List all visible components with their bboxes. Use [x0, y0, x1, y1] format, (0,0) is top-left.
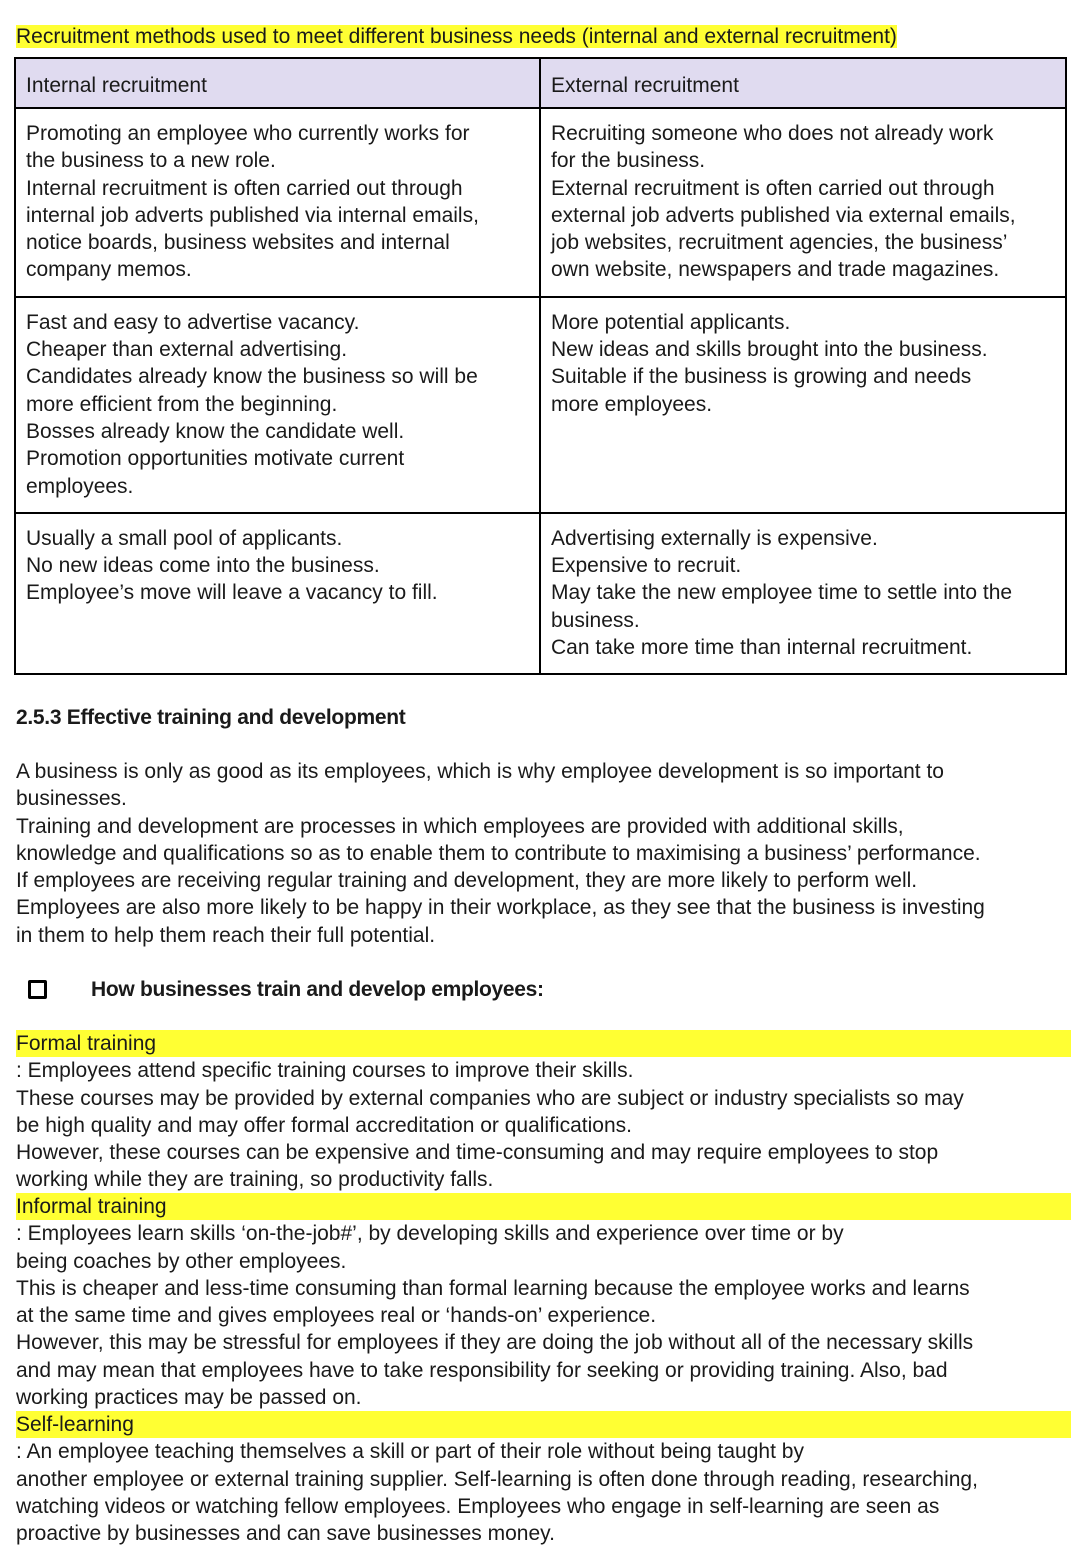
- informal-term: Informal training: [16, 1193, 1071, 1220]
- cell-line: Bosses already know the candidate well.: [26, 419, 405, 443]
- internal-cell: [15, 297, 540, 513]
- bullet-heading: How businesses train and develop employees:: [91, 978, 544, 1001]
- informal-training-paragraph: [16, 1193, 1071, 1411]
- cell-line: No new ideas come into the business.: [26, 554, 380, 578]
- formal-line: These courses may be provided by external companies who are subject or industry specialists so may: [16, 1086, 964, 1110]
- informal-first-line: [16, 1193, 1071, 1248]
- self-line: another employee or external training supplier. Self-learning is often done through reading, researching,: [16, 1467, 978, 1491]
- cell-line: Usually a small pool of applicants.: [26, 526, 343, 550]
- formal-first-line: [16, 1030, 1071, 1085]
- intro-line: businesses.: [16, 787, 127, 811]
- informal-line: working practices may be passed on.: [16, 1386, 362, 1410]
- informal-line: at the same time and gives employees real or ‘hands-on’ experience.: [16, 1304, 657, 1328]
- table-row: [15, 108, 1066, 297]
- cell-line: New ideas and skills brought into the business.: [551, 338, 988, 362]
- cell-line: External recruitment is often carried out through: [551, 176, 995, 200]
- table-body: [15, 108, 1066, 674]
- formal-line: working while they are training, so productivity falls.: [16, 1168, 494, 1192]
- recruitment-table: [14, 57, 1067, 675]
- intro-line: knowledge and qualifications so as to enable them to contribute to maximising a business’ performance.: [16, 841, 981, 865]
- cell-line: Cheaper than external advertising.: [26, 338, 348, 362]
- cell-line: own website, newspapers and trade magazines.: [551, 258, 1000, 282]
- cell-line: Promoting an employee who currently works for: [26, 122, 470, 145]
- table-header-row: [15, 58, 1066, 108]
- cell-line: notice boards, business websites and internal: [26, 231, 450, 255]
- self-learning-paragraph: [16, 1411, 1071, 1547]
- cell-line: the business to a new role.: [26, 149, 276, 173]
- self-line: watching videos or watching fellow employees. Employees who engage in self-learning are seen as: [16, 1494, 940, 1518]
- formal-definition: : Employees attend specific training courses to improve their skills.: [16, 1059, 634, 1083]
- formal-line: However, these courses can be expensive and time-consuming and may require employees to stop: [16, 1141, 939, 1165]
- self-term: Self-learning: [16, 1411, 1071, 1438]
- internal-cell: [15, 513, 540, 674]
- intro-paragraph: [16, 758, 1071, 949]
- cell-line: external job adverts published via external emails,: [551, 203, 1016, 227]
- page-title: [16, 23, 897, 50]
- cell-line: internal job adverts published via internal emails,: [26, 203, 479, 227]
- cell-line: more efficient from the beginning.: [26, 392, 338, 416]
- external-cell: [540, 297, 1066, 513]
- intro-line: A business is only as good as its employees, which is why employee development is so important to: [16, 760, 944, 783]
- cell-line: Promotion opportunities motivate current: [26, 447, 405, 471]
- bullet-item: [28, 976, 544, 1003]
- formal-line: be high quality and may offer formal accreditation or qualifications.: [16, 1113, 632, 1137]
- cell-line: Fast and easy to advertise vacancy.: [26, 310, 360, 334]
- self-definition: : An employee teaching themselves a skill or part of their role without being taught by: [16, 1440, 804, 1464]
- self-first-line: [16, 1411, 1071, 1466]
- header-external: External recruitment: [540, 58, 1066, 108]
- informal-line: However, this may be stressful for employees if they are doing the job without all of the necessary skills: [16, 1331, 974, 1355]
- cell-line: Candidates already know the business so will be: [26, 365, 478, 389]
- cell-line: Internal recruitment is often carried out through: [26, 176, 463, 200]
- informal-line: This is cheaper and less-time consuming than formal learning because the employee works and learns: [16, 1276, 970, 1300]
- intro-line: Employees are also more likely to be happy in their workplace, as they see that the business is investing: [16, 896, 985, 920]
- cell-line: May take the new employee time to settle into the: [551, 581, 1013, 605]
- formal-training-paragraph: [16, 1030, 1071, 1194]
- cell-line: Can take more time than internal recruitment.: [551, 636, 973, 660]
- checkbox-icon: [28, 980, 47, 999]
- section-heading: 2.5.3 Effective training and development: [16, 706, 406, 729]
- self-line: proactive by businesses and can save businesses money.: [16, 1522, 555, 1546]
- cell-line: Employee’s move will leave a vacancy to fill.: [26, 581, 438, 605]
- informal-definition: : Employees learn skills ‘on-the-job#’, by developing skills and experience over time or by: [16, 1222, 844, 1246]
- informal-line: being coaches by other employees.: [16, 1249, 347, 1273]
- cell-line: business.: [551, 608, 640, 632]
- external-cell: [540, 513, 1066, 674]
- informal-line: and may mean that employees have to take responsibility for seeking or providing training. Also, bad: [16, 1358, 948, 1382]
- cell-line: employees.: [26, 474, 134, 498]
- cell-line: Recruiting someone who does not already work: [551, 122, 994, 145]
- intro-line: in them to help them reach their full potential.: [16, 923, 436, 947]
- cell-line: company memos.: [26, 258, 192, 282]
- intro-line: If employees are receiving regular training and development, they are more likely to perform well.: [16, 869, 918, 893]
- header-internal: Internal recruitment: [15, 58, 540, 108]
- cell-line: Suitable if the business is growing and needs: [551, 365, 972, 389]
- cell-line: job websites, recruitment agencies, the business’: [551, 231, 1008, 255]
- table-row: [15, 297, 1066, 513]
- cell-line: Advertising externally is expensive.: [551, 526, 878, 550]
- cell-line: Expensive to recruit.: [551, 554, 742, 578]
- external-cell: [540, 108, 1066, 297]
- internal-cell: [15, 108, 540, 297]
- cell-line: for the business.: [551, 149, 706, 173]
- table-row: [15, 513, 1066, 674]
- cell-line: More potential applicants.: [551, 310, 791, 334]
- title-text: Recruitment methods used to meet different business needs (internal and external recruitment): [16, 25, 897, 48]
- intro-line: Training and development are processes in which employees are provided with additional skills,: [16, 814, 904, 838]
- formal-term: Formal training: [16, 1030, 1071, 1057]
- cell-line: more employees.: [551, 392, 713, 416]
